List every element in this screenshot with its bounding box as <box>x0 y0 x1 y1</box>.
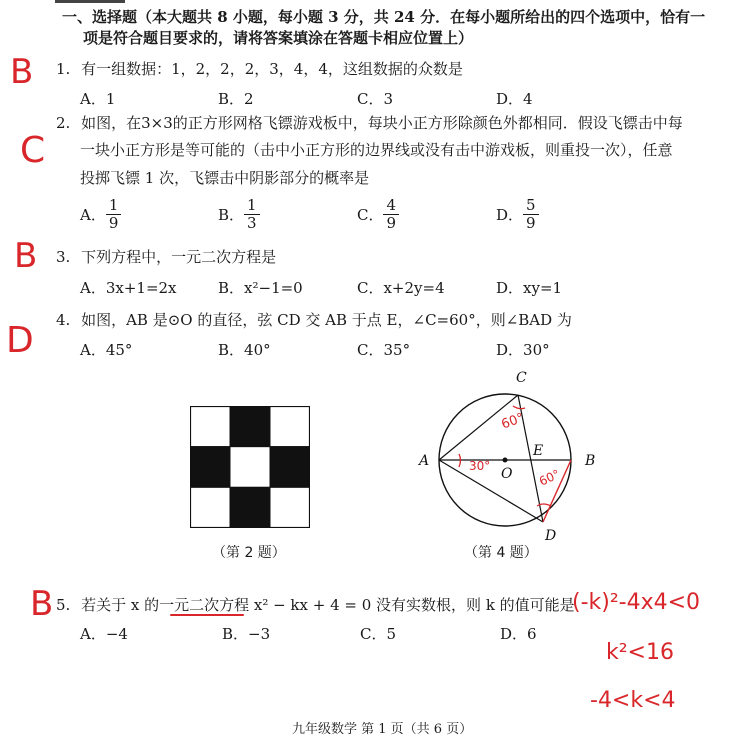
question-text: 如图，在3×3的正方形网格飞镖游戏板中，每块小正方形除颜色外都相同．假设飞镖击中每 <box>81 114 683 132</box>
grid-cell-blank <box>270 487 310 528</box>
grid-cell-blank <box>190 487 230 528</box>
grid-cell-blank <box>270 406 310 447</box>
question-2-line2: 一块小正方形是等可能的（击中小正方形的边界线或没有击中游戏板，则重投一次），任意 <box>80 141 673 159</box>
q3-option-d: D．xy=1 <box>496 279 563 297</box>
question-2-line3: 投掷飞镖 1 次，飞镖击中阴影部分的概率是 <box>80 169 370 187</box>
grid-cell-shaded <box>190 447 230 488</box>
q2-option-d: D． $\frac{5}{9}$ <box>496 198 539 231</box>
grid-cell-shaded <box>230 406 270 447</box>
q1-option-c: C．3 <box>357 90 394 108</box>
section-heading-line2: 项是符合题目要求的，请将答案填涂在答题卡相应位置上） <box>83 29 474 47</box>
handwritten-angle-a: 30° <box>469 459 491 473</box>
q4-option-c: C．35° <box>357 341 411 359</box>
handwritten-angle-c: 60° <box>499 410 527 433</box>
q2-option-b: B． $\frac{1}{3}$ <box>218 198 260 231</box>
question-1 <box>56 58 463 79</box>
point-label-b: B <box>585 453 596 469</box>
q5-option-a: A．−4 <box>80 625 128 643</box>
q1-option-a: A．1 <box>80 90 116 108</box>
q5-option-d: D．6 <box>500 625 537 643</box>
point-label-c: C <box>516 370 527 386</box>
section-heading-line1: 一、选择题（本大题共 8 小题，每小题 3 分，共 24 分．在每小题所给出的四个选项中，恰有一 <box>62 8 706 26</box>
point-label-o: O <box>501 466 513 482</box>
page-footer: 九年级数学 第 1 页（共 6 页） <box>292 722 473 737</box>
handwritten-answer-q3: B <box>14 236 38 276</box>
question-5 <box>56 594 575 615</box>
q3-option-a: A．3x+1=2x <box>80 279 177 297</box>
grid-cell-shaded <box>230 487 270 528</box>
question-text: 有一组数据：1，2，2，2，3，4，4，这组数据的众数是 <box>81 60 463 78</box>
figure-caption-q2: （第 2 题） <box>212 545 286 561</box>
question-number: 1. <box>56 60 71 78</box>
question-number: 2. <box>56 114 71 132</box>
q5-option-b: B．−3 <box>222 625 271 643</box>
q5-underline-mark <box>170 614 244 616</box>
q3-option-c: C．x+2y=4 <box>357 279 445 297</box>
handwritten-answer-q2: C <box>20 130 46 171</box>
handwritten-work-line2: k²<16 <box>606 640 674 665</box>
grid-cell-blank <box>190 406 230 447</box>
grid-cell-blank <box>230 447 270 488</box>
handwritten-angle-d: 60° <box>536 466 563 489</box>
question-2-line1 <box>56 112 683 133</box>
q2-option-a: A． $\frac{1}{9}$ <box>80 198 121 231</box>
q1-option-d: D．4 <box>496 90 533 108</box>
circle-figure <box>415 366 615 546</box>
q5-option-c: C．5 <box>360 625 397 643</box>
q4-option-a: A．45° <box>80 341 133 359</box>
handwritten-answer-q4: D <box>6 320 34 361</box>
handwritten-answer-q5: B <box>30 584 54 624</box>
handwritten-work-line1: (-k)²-4x4<0 <box>572 590 701 615</box>
q4-option-d: D．30° <box>496 341 550 359</box>
question-number: 4. <box>56 311 71 329</box>
handwritten-work-line3: -4<k<4 <box>590 688 676 713</box>
point-label-d: D <box>545 528 557 544</box>
top-border-line <box>55 0 125 3</box>
point-label-a: A <box>419 453 430 469</box>
question-text: 下列方程中，一元二次方程是 <box>81 248 277 266</box>
dartboard-grid-figure <box>190 406 310 528</box>
question-text: 若关于 x 的一元二次方程 x² − kx + 4 = 0 没有实数根，则 k 的值可能是 <box>81 596 575 614</box>
handwritten-answer-q1: B <box>10 52 34 92</box>
question-number: 5. <box>56 596 71 614</box>
question-3 <box>56 246 276 267</box>
point-label-e: E <box>533 443 544 459</box>
grid-cell-shaded <box>270 447 310 488</box>
question-number: 3. <box>56 248 71 266</box>
q3-option-b: B．x²−1=0 <box>218 279 303 297</box>
question-4 <box>56 309 572 330</box>
figure-caption-q4: （第 4 题） <box>464 545 538 561</box>
question-text: 如图，AB 是⊙O 的直径，弦 CD 交 AB 于点 E，∠C=60°，则∠BAD 为 <box>81 311 572 329</box>
q4-option-b: B．40° <box>218 341 271 359</box>
q2-option-c: C． $\frac{4}{9}$ <box>357 198 399 231</box>
q1-option-b: B．2 <box>218 90 254 108</box>
